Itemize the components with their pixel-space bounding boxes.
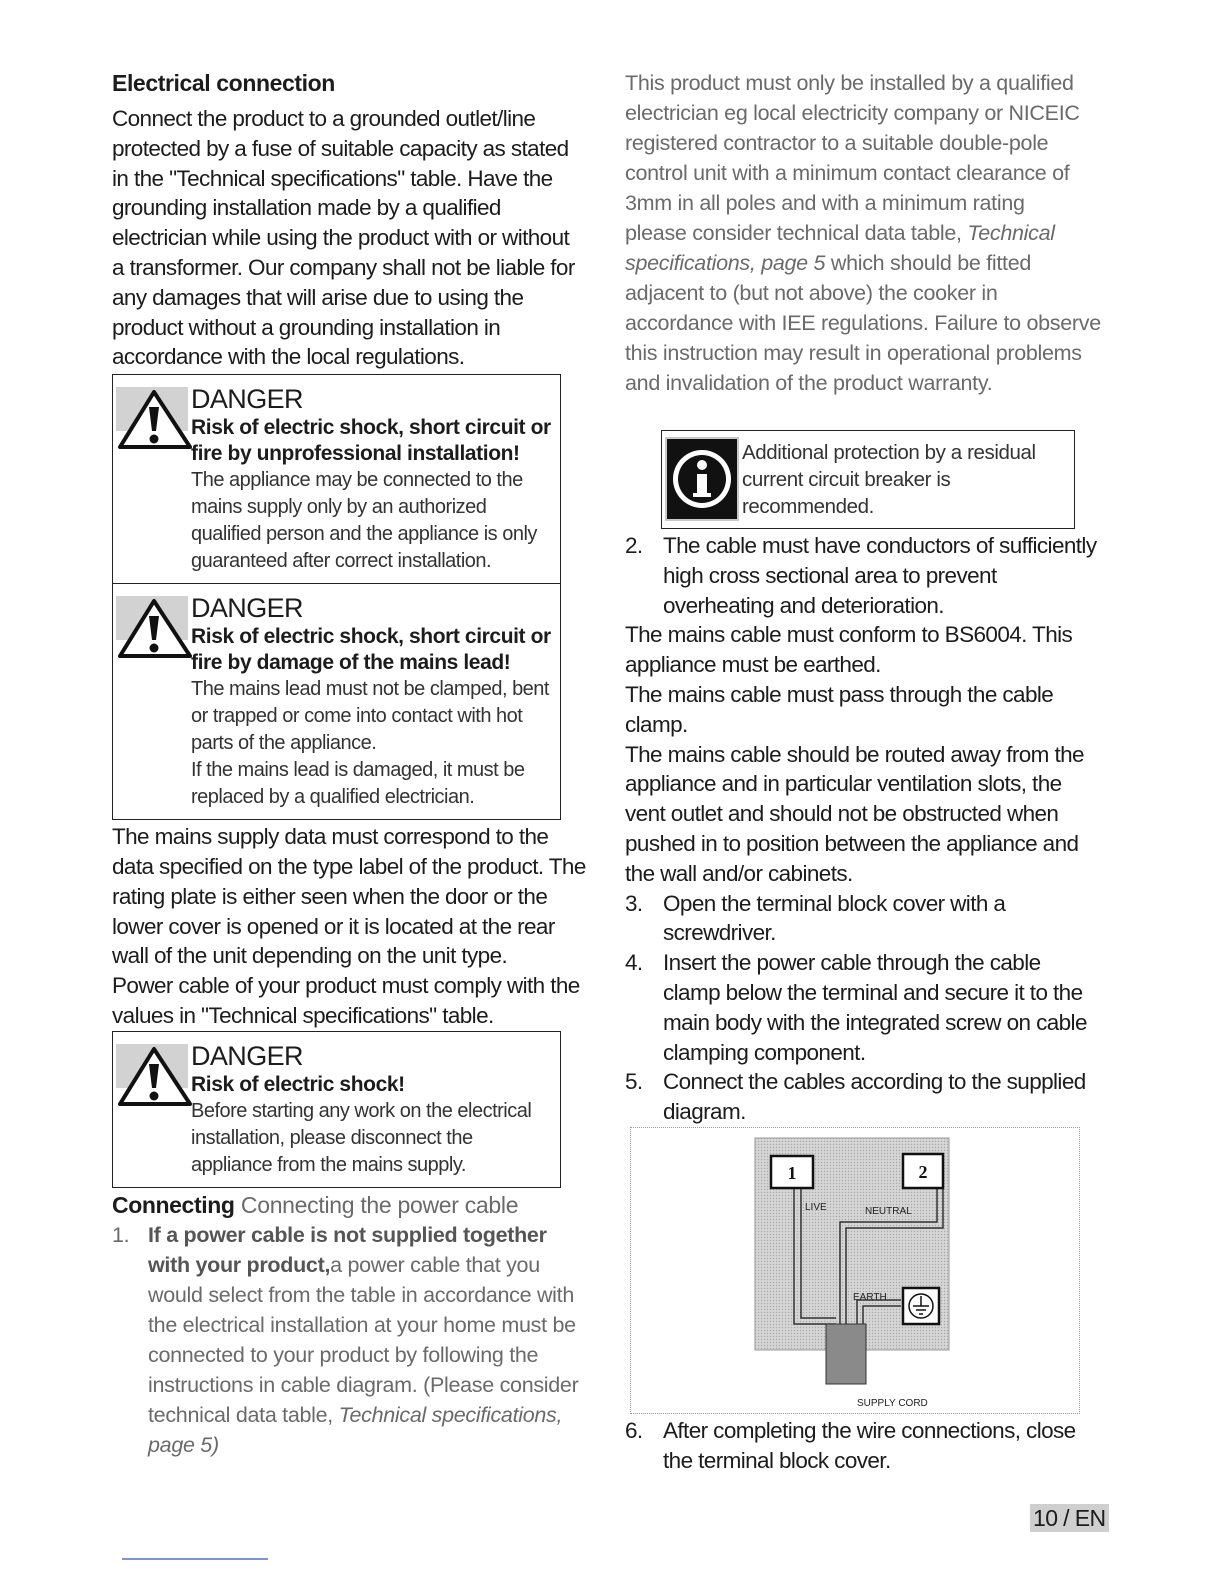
text-line: The mains cable must conform to BS6004. This (625, 622, 1073, 648)
danger-text-line: The mains lead must not be clamped, bent (191, 678, 549, 701)
info-text (742, 439, 1068, 520)
danger-title: DANGER (191, 1040, 303, 1071)
earth-label: EARTH (853, 1291, 887, 1303)
step-line: overheating and deterioration. (663, 592, 944, 618)
earth-symbol-icon (903, 1288, 939, 1324)
install-line7-b: which should be fitted (825, 251, 1032, 275)
step-6 (625, 1416, 1103, 1476)
danger-subtitle-line: Risk of electric shock, short circuit or (191, 625, 551, 649)
danger-title: DANGER (191, 593, 303, 624)
text-line: appliance must be earthed. (625, 652, 881, 678)
step-1-last-a: technical data table, (148, 1402, 339, 1427)
step-1-line: the electrical installation at your home must be (148, 1312, 576, 1337)
text-line: Connect the product to a grounded outlet/line (112, 106, 536, 131)
step-1-bold-end: with your product, (148, 1252, 331, 1277)
step-line: After completing the wire connections, close (663, 1417, 1076, 1443)
text-line: the wall and/or cabinets. (625, 860, 853, 886)
danger-text-line: guaranteed after correct installation. (191, 550, 492, 573)
text-line: The mains cable must pass through the cable (625, 681, 1054, 707)
info-line: current circuit breaker is (742, 468, 951, 491)
warning-triangle-icon (116, 596, 194, 662)
text-line: Power cable of your product must comply with the (112, 973, 580, 999)
step-number: 4. (625, 950, 643, 976)
neutral-label: NEUTRAL (865, 1205, 912, 1217)
danger-text-line: appliance from the mains supply. (191, 1153, 466, 1176)
step-number: 2. (625, 533, 643, 558)
text-line: The mains supply data must correspond to the (112, 824, 549, 850)
text-line: lower cover is opened or it is located at the rear (112, 913, 555, 939)
text-line: data specified on the type label of the product. The (112, 853, 586, 879)
step-1-line (148, 1430, 592, 1460)
danger-text-line: Before starting any work on the electrical (191, 1099, 532, 1122)
danger-subtitle-line: fire by unprofessional installation! (191, 442, 520, 466)
info-line: recommended. (742, 495, 874, 518)
step-1-line (148, 1250, 592, 1280)
text-line: accordance with IEE regulations. Failure to observe (625, 311, 1101, 335)
danger-text-line: The appliance may be connected to the (191, 469, 523, 492)
connecting-heading-gray: Connecting the power cable (240, 1191, 519, 1218)
step-2 (625, 531, 1103, 620)
step-line: The cable must have conductors of sufficiently (663, 533, 1097, 558)
step-number: 3. (625, 890, 643, 916)
step-1 (112, 1220, 592, 1460)
text-line: electrician eg local electricity company or NICEIC (625, 101, 1080, 125)
text-line: grounding installation made by a qualified (112, 195, 501, 221)
step-line: diagram. (663, 1099, 746, 1125)
install-line6-italic: Technical (967, 221, 1055, 245)
step-1-line: would select from the table in accordance with (148, 1282, 574, 1307)
text-line: accordance with the local regulations. (112, 344, 465, 370)
danger-text-line: mains supply only by an authorized (191, 496, 487, 519)
danger-box-mains-lead (112, 584, 561, 820)
connecting-heading (112, 1190, 592, 1220)
step-number: 6. (625, 1417, 643, 1443)
supply-cord-label: SUPPLY CORD (857, 1397, 928, 1409)
text-line: pushed in to position between the appliance and (625, 830, 1079, 856)
danger-subtitle-line: fire by damage of the mains lead! (191, 651, 511, 675)
text-line: protected by a fuse of suitable capacity as stated (112, 135, 569, 161)
text-line: The mains cable should be routed away from the (625, 741, 1084, 767)
steps-list-c (625, 1416, 1103, 1476)
connecting-heading-bold: Connecting (112, 1191, 235, 1218)
text-line: product without a grounding installation in (112, 314, 501, 340)
text-line: 3mm in all poles and with a minimum rating (625, 191, 1025, 215)
text-line: a transformer. Our company shall not be liable for (112, 254, 575, 280)
text-line (625, 218, 1103, 248)
step-5 (625, 1067, 1103, 1127)
step-line: screwdriver. (663, 920, 776, 946)
step-1-line: instructions in cable diagram. (Please consider (148, 1372, 579, 1397)
text-line: wall of the unit depending on the unit type. (112, 943, 508, 969)
step-4 (625, 948, 1103, 1067)
danger-text-line: parts of the appliance. (191, 732, 377, 755)
live-label: LIVE (805, 1201, 827, 1213)
install-paragraph (625, 68, 1103, 398)
info-icon (665, 437, 739, 521)
mains-cable-paragraph (625, 620, 1103, 888)
danger-text-line: installation, please disconnect the (191, 1126, 473, 1149)
text-line: electrician while using the product with or without (112, 225, 570, 251)
text-line: and invalidation of the product warranty. (625, 371, 993, 395)
wiring-diagram (630, 1127, 1080, 1414)
text-line: this instruction may result in operational problems (625, 341, 1082, 365)
left-column (112, 68, 592, 1460)
text-line: registered contractor to a suitable double-pole (625, 131, 1049, 155)
section-heading: Electrical connection (112, 70, 335, 96)
step-1-line: connected to your product by following the (148, 1342, 539, 1367)
wiring-diagram-svg (631, 1128, 1079, 1413)
step-line: main body with the integrated screw on cable (663, 1009, 1087, 1035)
text-line: clamp. (625, 711, 688, 737)
step-line: the terminal block cover. (663, 1447, 891, 1473)
step-1-line: If a power cable is not supplied together (148, 1222, 547, 1247)
warning-triangle-icon (116, 387, 194, 453)
step-1-last-italic: Technical specifications, (338, 1402, 563, 1427)
steps-list-b (625, 889, 1103, 1127)
install-line6-a: please consider technical data table, (625, 221, 968, 245)
danger-box-installation (112, 374, 561, 584)
text-line: values in "Technical specifications" table. (112, 1002, 494, 1028)
danger-subtitle-line: Risk of electric shock, short circuit or (191, 416, 551, 440)
text-line: rating plate is either seen when the door or the (112, 883, 548, 909)
info-line: Additional protection by a residual (742, 441, 1036, 464)
intro-paragraph (112, 104, 592, 372)
danger-text-line: If the mains lead is damaged, it must be (191, 759, 525, 782)
warning-triangle-icon (116, 1044, 194, 1110)
steps-list-a (625, 531, 1103, 620)
footer-rule (122, 1558, 268, 1560)
step-line: high cross sectional area to prevent (663, 562, 997, 588)
step-3 (625, 889, 1103, 949)
step-1-page-italic: page 5) (148, 1432, 219, 1457)
text-line: control unit with a minimum contact clearance of (625, 161, 1070, 185)
step-line: Connect the cables according to the supplied (663, 1069, 1086, 1095)
danger-title: DANGER (191, 384, 303, 415)
supply-cord (826, 1324, 866, 1384)
step-number: 1. (112, 1222, 130, 1247)
danger-text-line: replaced by a qualified electrician. (191, 786, 475, 809)
danger-text-line: qualified person and the appliance is only (191, 523, 537, 546)
text-line: adjacent to (but not above) the cooker in (625, 281, 998, 305)
right-column (625, 68, 1103, 1476)
text-line: any damages that will arise due to using the (112, 284, 524, 310)
step-number: 5. (625, 1069, 643, 1095)
install-line7-italic: specifications, page 5 (625, 251, 826, 275)
terminal-1-label: 1 (787, 1162, 797, 1183)
text-line: in the "Technical specifications" table. Have the (112, 165, 553, 191)
terminal-2-label: 2 (918, 1161, 928, 1182)
text-line (625, 248, 1103, 278)
step-line: Open the terminal block cover with a (663, 890, 1006, 916)
text-line: This product must only be installed by a qualified (625, 71, 1074, 95)
danger-box-electric-shock (112, 1031, 561, 1188)
danger-text-line: or trapped or come into contact with hot (191, 705, 523, 728)
step-line: Insert the power cable through the cable (663, 950, 1041, 976)
text-line: appliance and in particular ventilation slots, the (625, 771, 1062, 797)
danger-subtitle-line: Risk of electric shock! (191, 1072, 405, 1096)
info-box-rcd (661, 430, 1075, 529)
supply-paragraph (112, 822, 592, 1031)
step-1-rest: a power cable that you (330, 1252, 540, 1277)
step-line: clamp below the terminal and secure it to the (663, 979, 1083, 1005)
step-1-line (148, 1400, 592, 1430)
text-line: vent outlet and should not be obstructed when (625, 801, 1059, 827)
step-line: clamping component. (663, 1039, 866, 1065)
page-number: 10 / EN (1030, 1504, 1109, 1532)
